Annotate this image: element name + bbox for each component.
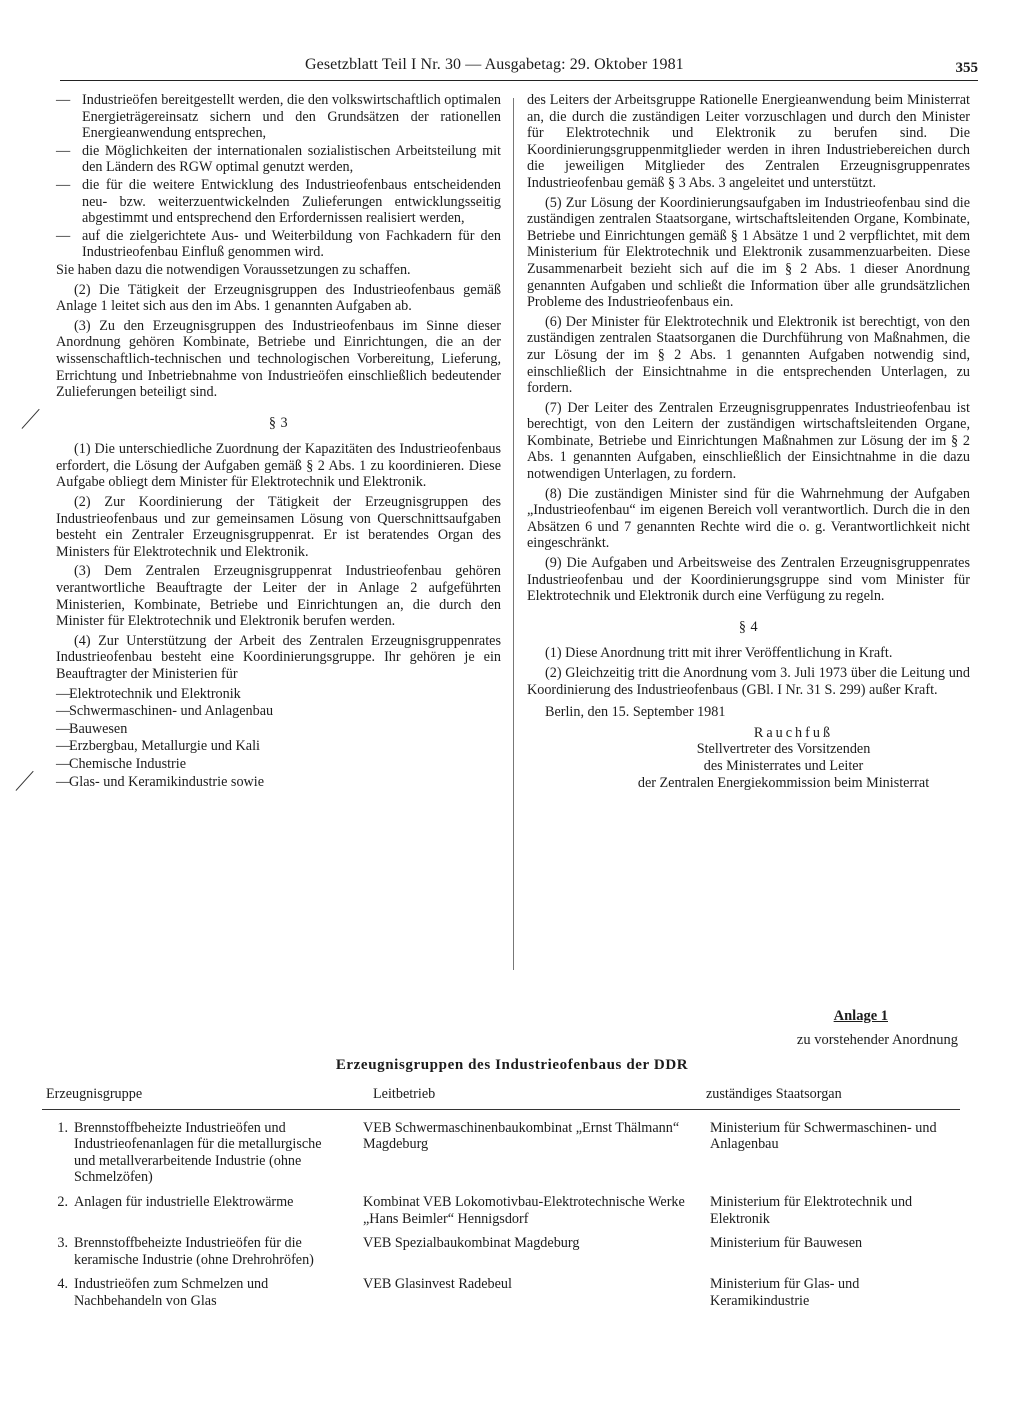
lead-company-cell: Kombinat VEB Lokomotivbau-Elektrotechnische Werke „Hans Beimler“ Hennigsdorf <box>363 1193 685 1227</box>
column-divider <box>513 98 514 970</box>
list-item: — Bauwesen <box>56 721 501 738</box>
authority-cell: Ministerium für Bauwesen <box>710 1235 863 1252</box>
right-column <box>527 92 970 791</box>
row-number: 4. <box>57 1276 68 1293</box>
paragraph: (6) Der Minister für Elektrotechnik und Elektronik ist berechtigt, von den zuständigen zentralen Staatsorganen die Durchführung von Maßnahmen, die zur Lösung der im § 2 Abs. 1 genannten Aufgaben notwendig sind, einschließlich der Einsichtnahme in die entsprechenden Unterlagen, zu fordern. <box>527 313 970 397</box>
paragraph: (2) Gleichzeitig tritt die Anordnung vom 3. Juli 1973 über die Leitung und Koordinierung des Industrieofenbaus (GBl. I Nr. 31 S. 299) außer Kraft. <box>527 665 970 698</box>
product-group-cell: Brennstoffbeheizte Industrieöfen für die keramische Industrie (ohne Drehrohröfen) <box>74 1235 314 1268</box>
requirements-list <box>56 92 501 261</box>
list-item: — Schwermaschinen- und Anlagenbau <box>56 703 501 720</box>
lead-company-cell: VEB Schwermaschinenbaukombinat „Ernst Thälmann“ Magdeburg <box>363 1119 680 1153</box>
margin-pen-mark <box>22 409 40 429</box>
annex-subtitle: zu vorstehender Anordnung <box>796 1032 958 1048</box>
list-item: — auf die zielgerichtete Aus- und Weiterbildung von Fachkadern für den Industrieofenbau Einfluß genommen wird. <box>56 228 501 261</box>
signatory-title-line: Stellvertreter des Vorsitzenden <box>696 741 871 758</box>
product-group-cell: Industrieöfen zum Schmelzen und Nachbehandeln von Glas <box>74 1276 269 1309</box>
lead-company-cell: VEB Spezialbaukombinat Magdeburg <box>363 1235 580 1252</box>
paragraph: (1) Diese Anordnung tritt mit ihrer Veröffentlichung in Kraft. <box>545 645 893 662</box>
annex-block <box>740 1004 958 1052</box>
paragraph: (3) Dem Zentralen Erzeugnisgruppenrat Industrieofenbau gehören verantwortliche Beauftragte der Leiter der in Anlage 2 aufgeführten Ministerien, Kombinate, Betriebe und Einrichtungen an, die durch den Minister für Elektrotechnik und Elektronik berufen werden. <box>56 563 501 630</box>
page-number: 355 <box>955 60 978 76</box>
paragraph: (7) Der Leiter des Zentralen Erzeugnisgruppenrates Industrieofenbau ist berechtigt, von den Leitern der zuständigen wirtschaftsleitenden Organe, Kombinate, Betriebe und Einrichtungen Maßnahmen zur Lösung der im § 2 Abs. 1 genannten Aufgaben, einschließlich der Einsichtnahme in die dazu notwendigen Unterlagen, zu fordern. <box>527 399 970 483</box>
paragraph: (9) Die Aufgaben und Arbeitsweise des Zentralen Erzeugnisgruppenrates Industrieofenbau und der Koordinierungsgruppe sind vom Minister für Elektrotechnik und Elektronik durch eine Verfügung zu regeln. <box>527 555 970 605</box>
ministries-list <box>56 686 501 791</box>
paragraph: (5) Zur Lösung der Koordinierungsaufgaben im Industrieofenbau sind die zuständigen zentralen Staatsorgane, wirtschaftsleitenden Organe, Kombinate, Betriebe und Einrichtungen gemäß § 1 Absätze 1 und 2 verpflichtet, mit dem Ministerium für Elektrotechnik und Elektronik zusammenzuarbeiten. Diese Zusammenarbeit bezieht sich auf die im § 2 Abs. 1 dieser Anordnung genannten Aufgaben und schließt die Information über alle grundsätzlichen Probleme des Industrieofenbaus ein. <box>527 194 970 311</box>
table-row <box>42 1186 960 1227</box>
paragraph: (2) Zur Koordinierung der Tätigkeit der Erzeugnisgruppen des Industrieofenbaus und zur gemeinsamen Lösung von Querschnittsaufgaben besteht ein Zentraler Erzeugnisgruppenrat. Er ist beratendes Organ des Ministers für Elektrotechnik und Elektronik. <box>56 494 501 560</box>
paragraph: (2) Die Tätigkeit der Erzeugnisgruppen des Industrieofenbaus gemäß Anlage 1 leitet sich aus den im Abs. 1 genannten Aufgaben ab. <box>56 281 501 315</box>
row-number: 2. <box>57 1193 68 1210</box>
signatory-title-line: des Ministerrates und Leiter <box>703 757 864 774</box>
row-number: 1. <box>57 1119 68 1136</box>
list-item: — Industrieöfen bereitgestellt werden, die den volkswirtschaftlich optimalen Energieträgereinsatz sichern und den Grundsätzen der rationellen Energieanwendung entsprechen, <box>56 92 501 142</box>
list-item: — die für die weitere Entwicklung des Industrieofenbaus entscheidenden neu- bzw. weiterzuentwickelnden Zulieferungen entwicklungsseitig abgestimmt und entsprechend den Erfordernissen realisiert werden, <box>56 177 501 227</box>
signatory-name: Rauchfuß <box>753 724 834 741</box>
column-header: Leitbetrieb <box>355 1084 692 1109</box>
annex-label: Anlage 1 <box>833 1008 888 1024</box>
paragraph: (1) Die unterschiedliche Zuordnung der Kapazitäten des Industrieofenbaus erfordert, die Lösung der Aufgaben gemäß § 2 Abs. 1 zu koordinieren. Diese Aufgabe obliegt dem Minister für Elektrotechnik und Elektronik. <box>56 441 501 491</box>
table-row <box>42 1227 960 1268</box>
authority-cell: Ministerium für Elektrotechnik und Elektronik <box>710 1193 913 1227</box>
product-groups-table <box>42 1084 960 1310</box>
product-group-cell: Anlagen für industrielle Elektrowärme <box>74 1193 294 1210</box>
table-header-row <box>42 1084 960 1109</box>
list-item: — Glas- und Keramikindustrie sowie <box>56 774 501 791</box>
page-header <box>60 56 978 81</box>
column-header: Erzeugnisgruppe <box>42 1084 355 1109</box>
paragraph: (8) Die zuständigen Minister sind für die Wahrnehmung der Aufgaben „Industrieofenbau“ im eigenen Bereich voll verantwortlich. Durch die in den Absätzen 6 und 7 genannten Rechte wird die o. g. Verantwortlichkeit nicht eingeschränkt. <box>527 485 970 552</box>
table-row <box>42 1268 960 1309</box>
header-title: Gesetzblatt Teil I Nr. 30 — Ausgabetag: 29. Oktober 1981 <box>305 56 684 73</box>
table-title: Erzeugnisgruppen des Industrieofenbaus der DDR <box>335 1057 689 1073</box>
list-item: — Erzbergbau, Metallurgie und Kali <box>56 738 501 755</box>
authority-cell: Ministerium für Glas- und Keramikindustrie <box>710 1276 860 1309</box>
signatory-title-line: der Zentralen Energiekommission beim Ministerrat <box>637 774 930 791</box>
paragraph: (3) Zu den Erzeugnisgruppen des Industrieofenbaus im Sinne dieser Anordnung gehören Kombinate, Betriebe und Einrichtungen, die an der wissenschaftlich-technischen und technologischen Vorbereitung, Lieferung, Errichtung und Inbetriebnahme von Industrieöfen einschließlich bedeutender Zulieferungen beteiligt sind. <box>56 317 501 401</box>
authority-cell: Ministerium für Schwermaschinen- und Anlagenbau <box>710 1119 937 1153</box>
list-item: — Elektrotechnik und Elektronik <box>56 686 501 703</box>
paragraph: (4) Zur Unterstützung der Arbeit des Zentralen Erzeugnisgruppenrates Industrieofenbau besteht eine Koordinierungsgruppe. Ihr gehören je ein Beauftragter der Ministerien für <box>56 632 501 682</box>
lead-company-cell: VEB Glasinvest Radebeul <box>363 1276 512 1293</box>
left-column <box>56 92 501 791</box>
column-header: zuständiges Staatsorgan <box>692 1084 960 1109</box>
row-number: 3. <box>57 1235 68 1252</box>
list-item: — die Möglichkeiten der internationalen sozialistischen Arbeitsteilung mit den Ländern des RGW optimal genutzt werden, <box>56 143 501 176</box>
section-heading: § 3 <box>268 414 289 431</box>
product-group-cell: Brennstoffbeheizte Industrieöfen und Industrieofenanlagen für die metallurgische und metallverarbeitende Industrie (ohne Schmelzöfen) <box>74 1119 322 1186</box>
table-row <box>42 1109 960 1186</box>
section-heading: § 4 <box>738 618 759 635</box>
paragraph: Sie haben dazu die notwendigen Voraussetzungen zu schaffen. <box>56 261 411 278</box>
place-date: Berlin, den 15. September 1981 <box>545 704 726 721</box>
list-item: — Chemische Industrie <box>56 756 501 773</box>
paragraph: des Leiters der Arbeitsgruppe Rationelle Energieanwendung beim Ministerrat an, die durch die zuständigen Leiter vorzuschlagen und durch den Minister für Elektrotechnik und Elektronik zu berufen sind. Die Koordinierungsgruppenmitglieder werden in ihren Industriebereichen durch die jeweiligen Mitglieder des Zentralen Erzeugnisgruppenrates Industrieofenbau gemäß § 3 Abs. 3 angeleitet und unterstützt. <box>527 92 970 191</box>
margin-pen-mark <box>16 771 34 791</box>
